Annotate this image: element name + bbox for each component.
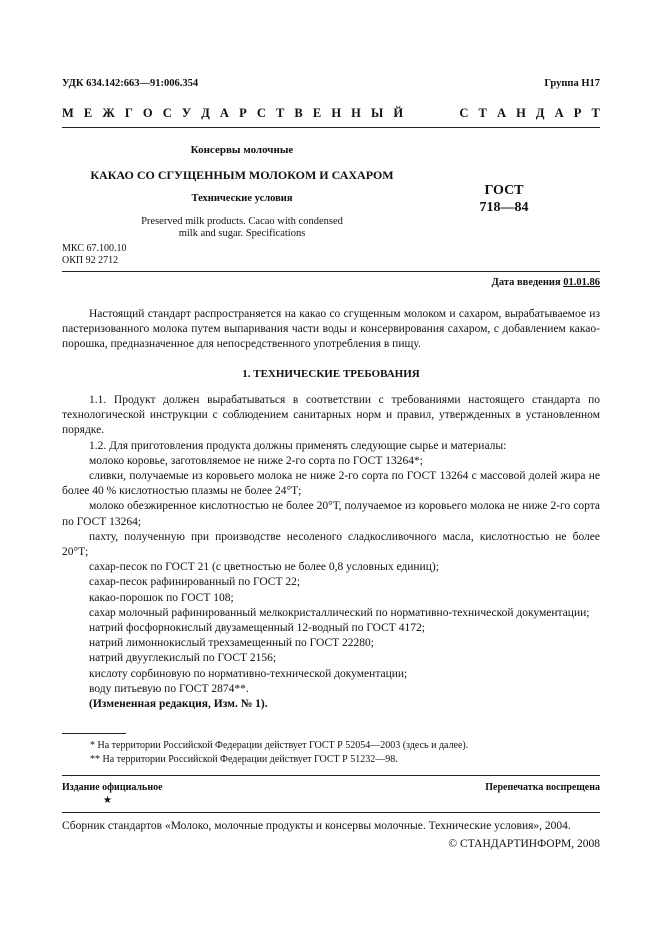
letter: У (181, 106, 192, 120)
material-item: сахар-песок по ГОСТ 21 (с цветностью не более 0,8 условных единиц); (89, 561, 439, 574)
letter: О (142, 106, 153, 120)
material-item: молоко коровье, заготовляемое не ниже 2-го сорта по ГОСТ 13264*; (89, 454, 423, 467)
banner-divider (62, 127, 600, 128)
material-item: молоко обезжиренное кислотностью не более 20°Т, получаемое из коровьего молока не ниже 2-го сорта по ГОСТ 13264; (62, 500, 600, 528)
group-code: Группа Н17 (544, 78, 600, 89)
letter: Т (478, 106, 487, 120)
intro-paragraph: Настоящий стандарт распространяется на какао со сгущенным молоком и сахаром, вырабатываемое из пастеризованного молока путем выпаривания части воды и консервирования сахаром, с добавлением какао-порошка, предназначенное для непосредственного употребления в пищу. (62, 308, 600, 351)
letter: Т (275, 106, 285, 120)
letter: С (256, 106, 266, 120)
letter: Ж (102, 106, 115, 120)
material-item: воду питьевую по ГОСТ 2874**. (89, 682, 249, 695)
english-title-line: milk and sugar. Specifications (178, 228, 306, 239)
clause-1-1: 1.1. Продукт должен вырабатываться в соответствии с требованиями настоящего стандарта по технологической инструкции с соблюдением санитарных норм и правил, утвержденных в установленном порядке. (62, 394, 600, 437)
letter: Ы (371, 106, 384, 120)
letter: Е (83, 106, 93, 120)
okp-code: ОКП 92 2712 (62, 255, 119, 266)
footnote-divider (62, 733, 126, 734)
word-gap (413, 106, 449, 121)
star-icon: ★ (103, 795, 112, 806)
copyright: © СТАНДАРТИНФОРМ, 2008 (448, 838, 600, 850)
reprint-prohibited: Перепечатка воспрещена (485, 782, 600, 793)
letter: Т (591, 106, 600, 120)
letter: Е (312, 106, 322, 120)
letter: Й (393, 106, 404, 120)
amendment-note: (Измененная редакция, Изм. № 1). (89, 698, 268, 711)
letter: А (219, 106, 229, 120)
letter: М (62, 106, 74, 120)
letter: Н (516, 106, 526, 120)
letter: А (554, 106, 564, 120)
letter: Д (201, 106, 210, 120)
letter: Р (573, 106, 582, 120)
effective-date-value: 01.01.86 (563, 277, 600, 288)
collection-source: Сборник стандартов «Молоко, молочные продукты и консервы молочные. Технические условия», 2004. (62, 820, 571, 832)
letter: Н (351, 106, 361, 120)
effective-date-label: Дата введения (491, 277, 561, 288)
title-divider (62, 271, 600, 272)
english-title-line: Preserved milk products. Cacao with condensed (141, 216, 343, 227)
material-item: пахту, полученную при производстве несоленого сладкосливочного масла, кислотностью не более 20°Т; (62, 530, 600, 559)
document-title: КАКАО СО СГУЩЕННЫМ МОЛОКОМ И САХАРОМ (90, 168, 394, 182)
intro-section (62, 307, 600, 353)
gost-number: 718—84 (479, 200, 529, 215)
material-item: сливки, получаемые из коровьего молока не ниже 2-го сорта по ГОСТ 13264 с массовой долей жира не более 40 % кислотностью плазмы не более 24°Т; (62, 470, 600, 498)
document-subtitle: Технические условия (191, 193, 293, 204)
footer-divider (62, 775, 600, 776)
gost-label: ГОСТ (484, 183, 524, 198)
interstate-standard-banner (62, 106, 600, 121)
material-item: натрий двууглекислый по ГОСТ 2156; (89, 652, 277, 665)
material-item: кислоту сорбиновую по нормативно-технической документации; (89, 667, 408, 680)
letter: Н (331, 106, 342, 120)
letter: В (294, 106, 303, 120)
english-title (62, 216, 422, 240)
material-item: сахар-песок рафинированный по ГОСТ 22; (89, 576, 301, 589)
classification-codes (62, 243, 126, 267)
letter: Д (535, 106, 545, 120)
letter: С (459, 106, 469, 120)
section-heading: 1. ТЕХНИЧЕСКИЕ ТРЕБОВАНИЯ (242, 368, 420, 380)
footer-bottom-divider (62, 812, 600, 813)
section-body (62, 393, 600, 712)
letter: С (162, 106, 172, 120)
material-item: сахар молочный рафинированный мелкокристаллический по нормативно-технической документации; (89, 606, 590, 619)
material-item: какао-порошок по ГОСТ 108; (89, 591, 234, 604)
mks-code: МКС 67.100.10 (62, 243, 127, 254)
official-edition: Издание официальное (62, 782, 163, 793)
gost-block (444, 182, 564, 216)
footnote: * На территории Российской Федерации действует ГОСТ Р 52054—2003 (здесь и далее). (90, 740, 469, 751)
letter: Г (124, 106, 133, 120)
udk-code: УДК 634.142:663—91:006.354 (62, 78, 199, 89)
material-item: натрий лимоннокислый трехзамещенный по ГОСТ 22280; (89, 637, 375, 650)
letter: А (496, 106, 506, 120)
clause-1-2: 1.2. Для приготовления продукта должны применять следующие сырье и материалы: (89, 439, 507, 452)
footnote: ** На территории Российской Федерации действует ГОСТ Р 51232—98. (90, 754, 398, 765)
letter: Р (239, 106, 247, 120)
material-item: натрий фосфорнокислый двузамещенный 12-водный по ГОСТ 4172; (89, 622, 425, 635)
effective-date (492, 277, 600, 288)
product-category: Консервы молочные (190, 144, 294, 156)
